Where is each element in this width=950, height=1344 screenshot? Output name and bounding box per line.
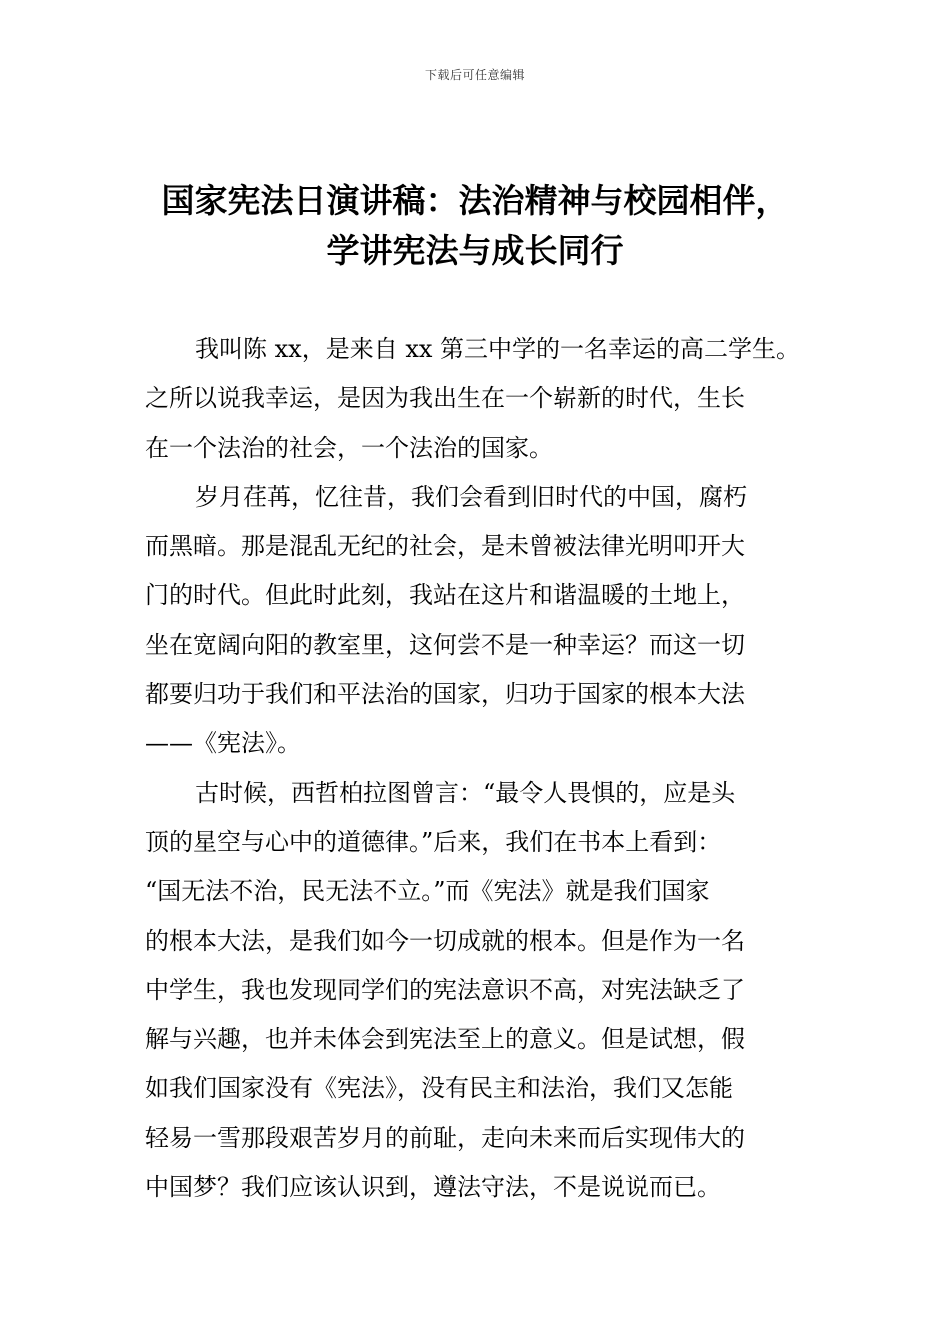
text-line: 门的时代。但此时此刻，我站在这片和谐温暖的土地上， xyxy=(145,581,745,610)
title-line-1: 国家宪法日演讲稿：法治精神与校园相伴， xyxy=(161,181,789,220)
text-line: 坐在宽阔向阳的教室里，这何尝不是一种幸运？而这一切 xyxy=(145,630,745,659)
text-line: 解与兴趣，也并未体会到宪法至上的意义。但是试想，假 xyxy=(145,1025,745,1054)
text-line: 我叫陈 xx，是来自 xx 第三中学的一名幸运的高二学生。 xyxy=(195,335,801,363)
text-line: “国无法不治，民无法不立。”而《宪法》就是我们国家 xyxy=(145,877,710,906)
text-line: 都要归功于我们和平法治的国家，归功于国家的根本大法 xyxy=(145,680,745,709)
text-line: 而黑暗。那是混乱无纪的社会，是未曾被法律光明叩开大 xyxy=(145,532,745,561)
header-note: 下载后可任意编辑 xyxy=(424,68,525,82)
text-line: 之所以说我幸运，是因为我出生在一个崭新的时代，生长 xyxy=(145,384,745,413)
text-line: 如我们国家没有《宪法》，没有民主和法治，我们又怎能 xyxy=(145,1074,733,1103)
paragraph-1 xyxy=(145,325,810,473)
text-line: 古时候，西哲柏拉图曾言：“最令人畏惧的，应是头 xyxy=(195,778,736,807)
text-line: 轻易一雪那段艰苦岁月的前耻，走向未来而后实现伟大的 xyxy=(145,1123,745,1152)
title-line-2: 学讲宪法与成长同行 xyxy=(326,231,624,270)
text-line: 岁月荏苒，忆往昔，我们会看到旧时代的中国，腐朽 xyxy=(195,482,747,511)
text-line: 的根本大法，是我们如今一切成就的根本。但是作为一名 xyxy=(145,926,745,955)
document-body xyxy=(145,325,810,1212)
paragraph-3 xyxy=(145,769,810,1213)
text-line: 在一个法治的社会，一个法治的国家。 xyxy=(145,433,553,462)
text-line: 顶的星空与心中的道德律。”后来，我们在书本上看到： xyxy=(145,827,722,856)
text-line: ——《宪法》。 xyxy=(145,729,301,758)
text-line: 中学生，我也发现同学们的宪法意识不高，对宪法缺乏了 xyxy=(145,975,745,1004)
text-line: 中国梦？我们应该认识到，遵法守法，不是说说而已。 xyxy=(145,1173,721,1202)
paragraph-2 xyxy=(145,473,810,769)
document-title xyxy=(120,176,830,276)
